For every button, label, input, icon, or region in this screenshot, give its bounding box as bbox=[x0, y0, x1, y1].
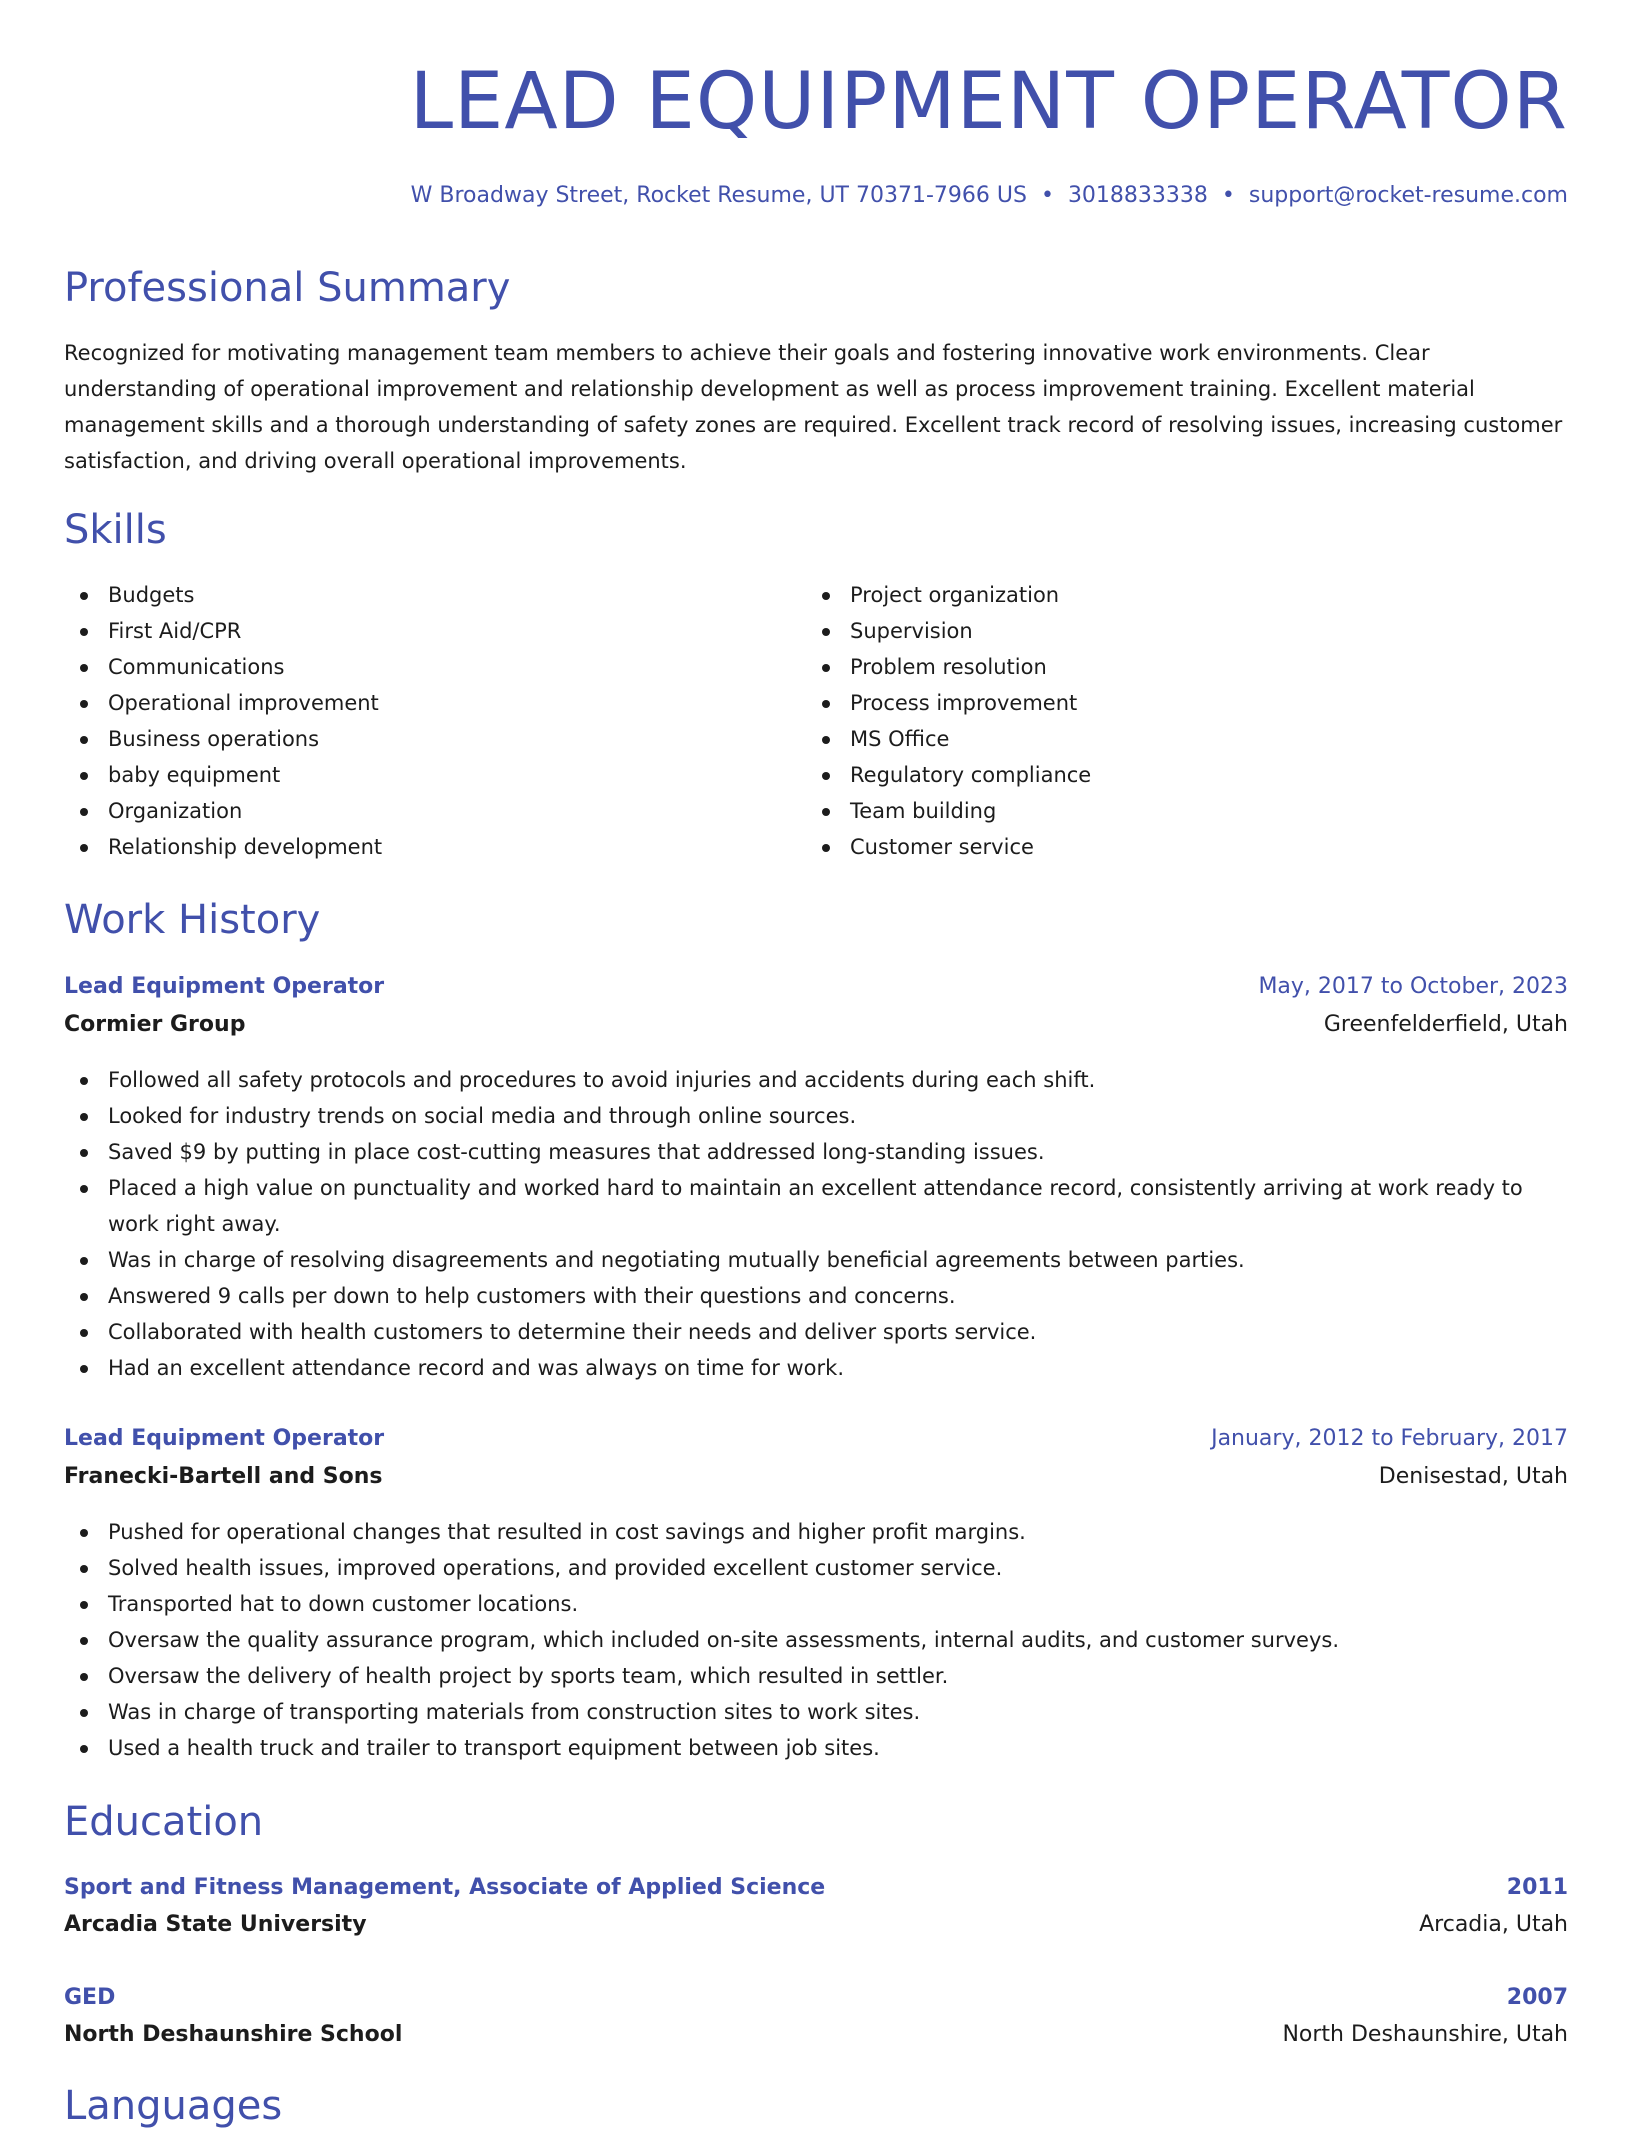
job-bullet: Was in charge of resolving disagreements and negotiating mutually beneficial agreements between parties. bbox=[64, 1242, 1568, 1278]
education-degree: GED bbox=[64, 1985, 116, 2010]
job-location: Denisestad, Utah bbox=[1378, 1464, 1568, 1489]
job-company-row bbox=[64, 1007, 1568, 1043]
job-title-row bbox=[64, 969, 1568, 1005]
skill-item: Regulatory compliance bbox=[806, 757, 1506, 793]
education-location: North Deshaunshire, Utah bbox=[1282, 2022, 1568, 2047]
job-bullet: Followed all safety protocols and procedures to avoid injuries and accidents during each shift. bbox=[64, 1062, 1568, 1098]
resume-page bbox=[64, 0, 1568, 2129]
job-title-row bbox=[64, 1421, 1568, 1457]
job-bullet: Collaborated with health customers to determine their needs and deliver sports service. bbox=[64, 1314, 1568, 1350]
skill-item: Team building bbox=[806, 793, 1506, 829]
job-bullet: Solved health issues, improved operations, and provided excellent customer service. bbox=[64, 1550, 1568, 1586]
education-school: North Deshaunshire School bbox=[64, 2022, 403, 2047]
phone: 3018833338 bbox=[1067, 183, 1208, 208]
education-year: 2011 bbox=[1506, 1875, 1568, 1900]
job-role: Lead Equipment Operator bbox=[64, 1426, 385, 1451]
job-bullet: Saved $9 by putting in place cost-cutting measures that addressed long-standing issues. bbox=[64, 1134, 1568, 1170]
contact-separator: • bbox=[1040, 183, 1054, 208]
job-bullet: Oversaw the delivery of health project by sports team, which resulted in settler. bbox=[64, 1658, 1568, 1694]
education-year: 2007 bbox=[1506, 1985, 1568, 2010]
job-company: Franecki-Bartell and Sons bbox=[64, 1464, 383, 1489]
address: W Broadway Street, Rocket Resume, UT 70371-7966 US bbox=[410, 183, 1027, 208]
job-bullet: Placed a high value on punctuality and worked hard to maintain an excellent attendance record, consistently arriving at work ready to work right away. bbox=[64, 1170, 1544, 1242]
education-degree-row bbox=[64, 1980, 1568, 2016]
languages-heading: Languages bbox=[64, 2083, 283, 2129]
education-degree-row bbox=[64, 1870, 1568, 1906]
skill-item: Communications bbox=[64, 649, 764, 685]
contact-line bbox=[411, 180, 1568, 212]
skill-item: Supervision bbox=[806, 613, 1506, 649]
skill-item: Operational improvement bbox=[64, 685, 764, 721]
job-bullet: Had an excellent attendance record and was always on time for work. bbox=[64, 1350, 1568, 1386]
job-bullets bbox=[64, 1062, 1568, 1386]
contact-separator: • bbox=[1221, 183, 1235, 208]
candidate-name: LEAD EQUIPMENT OPERATOR bbox=[409, 57, 1568, 147]
job-location: Greenfelderfield, Utah bbox=[1323, 1012, 1568, 1037]
education-location: Arcadia, Utah bbox=[1419, 1912, 1568, 1937]
job-bullet: Transported hat to down customer locations. bbox=[64, 1586, 1568, 1622]
job-dates: January, 2012 to February, 2017 bbox=[1211, 1426, 1568, 1451]
skill-item: First Aid/CPR bbox=[64, 613, 764, 649]
job-bullet: Answered 9 calls per down to help customers with their questions and concerns. bbox=[64, 1278, 1568, 1314]
education-heading: Education bbox=[64, 1799, 264, 1845]
summary-text: Recognized for motivating management team members to achieve their goals and fostering innovative work environments. Clear understanding of operational improvement and relationship development as well as process improvement training. Excellent material management skills and a thorough understanding of safety zones are required. Excellent track record of resolving issues, increasing customer satisfaction, and driving overall operational improvements. bbox=[64, 341, 1563, 473]
job-bullet: Oversaw the quality assurance program, which included on-site assessments, internal audits, and customer surveys. bbox=[64, 1622, 1568, 1658]
education-school-row bbox=[64, 2017, 1568, 2053]
job-company: Cormier Group bbox=[64, 1012, 246, 1037]
skill-item: baby equipment bbox=[64, 757, 764, 793]
skill-item: Budgets bbox=[64, 577, 764, 613]
skill-item: Business operations bbox=[64, 721, 764, 757]
skill-item: Organization bbox=[64, 793, 764, 829]
job-bullet: Was in charge of transporting materials from construction sites to work sites. bbox=[64, 1694, 1568, 1730]
skill-item: MS Office bbox=[806, 721, 1506, 757]
skill-item: Process improvement bbox=[806, 685, 1506, 721]
skills-list-right bbox=[806, 577, 1506, 865]
skill-item: Customer service bbox=[806, 829, 1506, 865]
education-school-row bbox=[64, 1907, 1568, 1943]
email-link[interactable]: support@rocket-resume.com bbox=[1248, 183, 1568, 208]
skill-item: Problem resolution bbox=[806, 649, 1506, 685]
summary-heading: Professional Summary bbox=[64, 265, 511, 311]
job-role: Lead Equipment Operator bbox=[64, 974, 385, 999]
skills-heading: Skills bbox=[64, 507, 167, 553]
job-bullet: Pushed for operational changes that resulted in cost savings and higher profit margins. bbox=[64, 1514, 1568, 1550]
job-bullets bbox=[64, 1514, 1568, 1766]
job-dates: May, 2017 to October, 2023 bbox=[1258, 974, 1568, 999]
skill-item: Project organization bbox=[806, 577, 1506, 613]
skill-item: Relationship development bbox=[64, 829, 764, 865]
job-bullet: Used a health truck and trailer to transport equipment between job sites. bbox=[64, 1730, 1568, 1766]
education-degree: Sport and Fitness Management, Associate of Applied Science bbox=[64, 1875, 826, 1900]
job-company-row bbox=[64, 1459, 1568, 1495]
education-school: Arcadia State University bbox=[64, 1912, 367, 1937]
skills-list-left bbox=[64, 577, 764, 865]
work-history-heading: Work History bbox=[64, 897, 321, 943]
job-bullet: Looked for industry trends on social media and through online sources. bbox=[64, 1098, 1568, 1134]
